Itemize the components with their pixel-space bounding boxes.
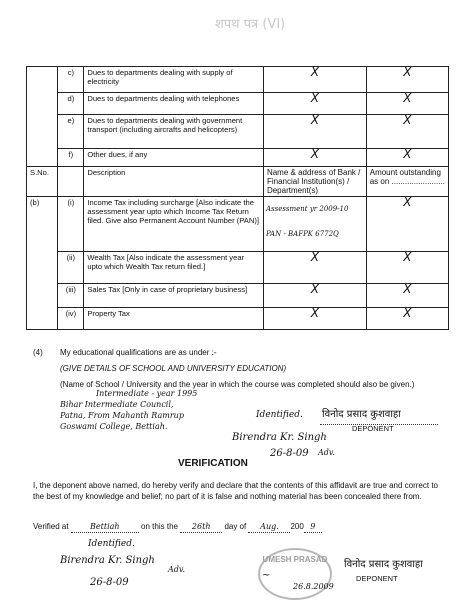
col-header-amount: Amount outstanding as on ........................ bbox=[366, 167, 448, 197]
row-number: e) bbox=[58, 115, 84, 149]
on-this-label: on this the bbox=[141, 522, 178, 531]
education-intro: My educational qualifications are as under :- bbox=[60, 348, 217, 357]
table-row bbox=[27, 197, 449, 252]
checkmark: X bbox=[366, 252, 448, 284]
checkmark: X bbox=[366, 67, 448, 93]
education-note: (GIVE DETAILS OF SCHOOL AND UNIVERSITY EDUCATION) bbox=[60, 364, 287, 373]
handwritten-college-line1: Patna, From Mahanth Ramrup bbox=[60, 411, 184, 420]
verification-text: I, the deponent above named, do hereby verify and declare that the contents of this affidavit are true and correct to the best of my knowledge and belief; no part of it is false and nothing material has been concealed there from. bbox=[33, 481, 438, 501]
handwritten-course: Intermediate - year 1995 bbox=[96, 389, 198, 398]
handwritten-pan: PAN - BAFPK 6772Q bbox=[265, 230, 339, 238]
verified-day: 26th bbox=[191, 522, 211, 531]
checkmark: X bbox=[366, 197, 448, 252]
row-number: (iv) bbox=[58, 308, 84, 330]
checkmark: X bbox=[366, 284, 448, 308]
row-number: (ii) bbox=[58, 252, 84, 284]
row-description: Property Tax bbox=[84, 308, 264, 330]
table-row bbox=[27, 93, 449, 115]
checkmark: X bbox=[263, 67, 366, 93]
row-description: Sales Tax [Only in case of proprietary business] bbox=[84, 284, 264, 308]
footer-deponent-label: DEPONENT bbox=[356, 574, 398, 583]
stamp-text: UMESH PRASAD bbox=[262, 555, 328, 564]
stamp-date: 26.8.2009 bbox=[293, 582, 334, 591]
affidavit-table bbox=[26, 66, 449, 330]
checkmark: X bbox=[263, 252, 366, 284]
col-header-bank: Name & address of Bank / Financial Institution(s) / Department(s) bbox=[263, 167, 366, 197]
table-row bbox=[27, 115, 449, 149]
checkmark: X bbox=[366, 308, 448, 330]
day-of-label: day of bbox=[224, 522, 247, 531]
identified-note: Identified. bbox=[256, 410, 303, 420]
footer-advocate-suffix: Adv. bbox=[168, 565, 186, 574]
table-header-row bbox=[27, 167, 449, 197]
col-header-sno: S.No. bbox=[27, 167, 58, 197]
checkmark: X bbox=[263, 284, 366, 308]
row-number: (i) bbox=[58, 197, 84, 252]
handwritten-board: Bihar Intermediate Council, bbox=[60, 400, 174, 409]
checkmark: X bbox=[263, 149, 366, 167]
checkmark: X bbox=[263, 93, 366, 115]
verified-at-label: Verified at bbox=[33, 522, 69, 531]
handwritten-assessment: Assessment yr 2009-10 bbox=[265, 205, 349, 213]
verified-month: Aug. bbox=[260, 522, 279, 531]
stamp-signature: ~ bbox=[262, 570, 271, 581]
row-description: Wealth Tax [Also indicate the assessment year upto which Wealth Tax return filed.] bbox=[84, 252, 264, 284]
checkmark: X bbox=[263, 308, 366, 330]
education-instruction: (Name of School / University and the year in which the course was completed should also be given.) bbox=[60, 380, 415, 389]
table-row bbox=[27, 308, 449, 330]
verification-line bbox=[33, 522, 322, 533]
checkmark: X bbox=[366, 115, 448, 149]
row-number: f) bbox=[58, 149, 84, 167]
footer-date: 26-8-09 bbox=[90, 577, 129, 588]
row-number: d) bbox=[58, 93, 84, 115]
advocate-suffix: Adv. bbox=[318, 448, 336, 457]
row-description: Dues to departments dealing with government transport (including aircrafts and helicopters) bbox=[84, 115, 264, 149]
checkmark: X bbox=[263, 115, 366, 149]
handwritten-college-line2: Goswami College, Bettiah. bbox=[60, 422, 168, 431]
table-row bbox=[27, 67, 449, 93]
row-number: c) bbox=[58, 67, 84, 93]
advocate-signature: Birendra Kr. Singh bbox=[232, 432, 327, 443]
footer-advocate-signature: Birendra Kr. Singh bbox=[60, 555, 155, 566]
deponent-label: DEPONENT bbox=[352, 424, 394, 433]
year-prefix: 200 bbox=[290, 522, 304, 531]
row-description: Other dues, if any bbox=[84, 149, 264, 167]
row-description: Dues to departments dealing with supply of electricity bbox=[84, 67, 264, 93]
col-header-description: Description bbox=[84, 167, 264, 197]
verification-title: VERIFICATION bbox=[178, 458, 248, 469]
footer-hindi-signature: विनोद प्रसाद कुशवाहा bbox=[344, 559, 423, 570]
verified-year: 9 bbox=[310, 522, 316, 531]
checkmark: X bbox=[366, 93, 448, 115]
advocate-sign-date: 26-8-09 bbox=[270, 448, 309, 459]
section-number: (b) bbox=[27, 197, 58, 330]
header-ghost-text: शपथ पत्र (VI) bbox=[215, 17, 286, 32]
footer-identified: Identified. bbox=[88, 539, 135, 549]
education-number: (4) bbox=[33, 348, 43, 357]
row-description: Income Tax including surcharge [Also indicate the assessment year upto which Income Tax Return filed. Give also Permanent Account Number (PAN)] bbox=[84, 197, 264, 252]
deponent-hindi-signature: विनोद प्रसाद कुशवाहा bbox=[322, 409, 401, 420]
table-row bbox=[27, 149, 449, 167]
verified-place: Bettiah bbox=[90, 522, 120, 531]
table-row bbox=[27, 284, 449, 308]
row-number: (iii) bbox=[58, 284, 84, 308]
row-description: Dues to departments dealing with telephones bbox=[84, 93, 264, 115]
checkmark: X bbox=[366, 149, 448, 167]
table-row bbox=[27, 252, 449, 284]
